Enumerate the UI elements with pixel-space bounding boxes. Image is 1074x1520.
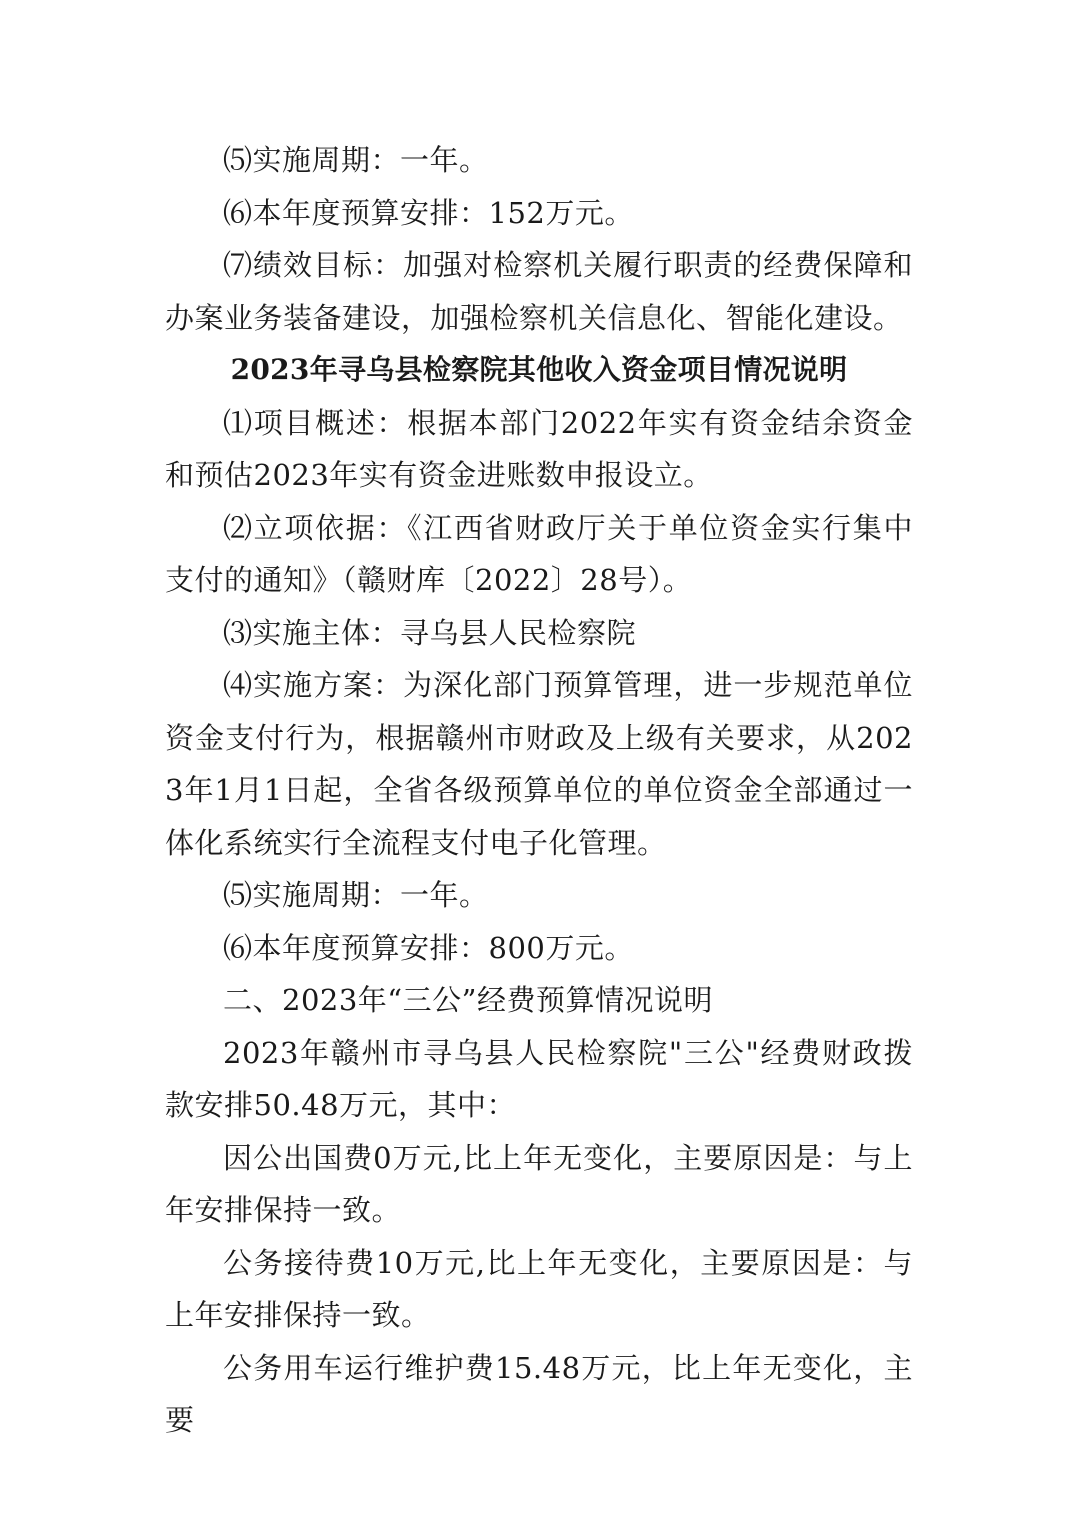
paragraph-implementation-period: ⑸实施周期：一年。	[223, 143, 489, 177]
paragraph-three-public-total: 2023年赣州市寻乌县人民检察院"三公"经费财政拨款安排50.48万元，其中：	[165, 1035, 913, 1122]
paragraph-implementation-period-2: ⑸实施周期：一年。	[223, 878, 489, 912]
paragraph-project-overview: ⑴项目概述：根据本部门2022年实有资金结余资金和预估2023年实有资金进账数申报设立。	[165, 405, 913, 492]
paragraph-annual-budget-2: ⑹本年度预算安排：800万元。	[223, 930, 634, 965]
paragraph-project-basis: ⑵立项依据：《江西省财政厅关于单位资金实行集中支付的通知》（赣财库〔2022〕28号）。	[165, 510, 913, 597]
paragraph-implementing-entity: ⑶实施主体：寻乌县人民检察院	[223, 615, 637, 650]
document-body	[165, 134, 913, 1447]
paragraph-annual-budget: ⑹本年度预算安排：152万元。	[223, 195, 634, 230]
paragraph-reception: 公务接待费10万元,比上年无变化，主要原因是：与上年安排保持一致。	[165, 1245, 913, 1332]
paragraph-overseas-travel: 因公出国费0万元,比上年无变化，主要原因是：与上年安排保持一致。	[165, 1140, 913, 1227]
section-heading-other-income: 2023年寻乌县检察院其他收入资金项目情况说明	[230, 353, 848, 386]
paragraph-performance-goal: ⑺绩效目标：加强对检察机关履行职责的经费保障和办案业务装备建设，加强检察机关信息化、智能化建设。	[165, 248, 913, 335]
paragraph-vehicle-maintenance: 公务用车运行维护费15.48万元，比上年无变化，主要	[165, 1350, 913, 1437]
paragraph-implementation-plan: ⑷实施方案：为深化部门预算管理，进一步规范单位资金支付行为，根据赣州市财政及上级有关要求，从2023年1月1日起，全省各级预算单位的单位资金全部通过一体化系统实行全流程支付电子化管理。	[165, 668, 913, 860]
section-heading-three-public: 二、2023年“三公”经费预算情况说明	[223, 983, 713, 1017]
